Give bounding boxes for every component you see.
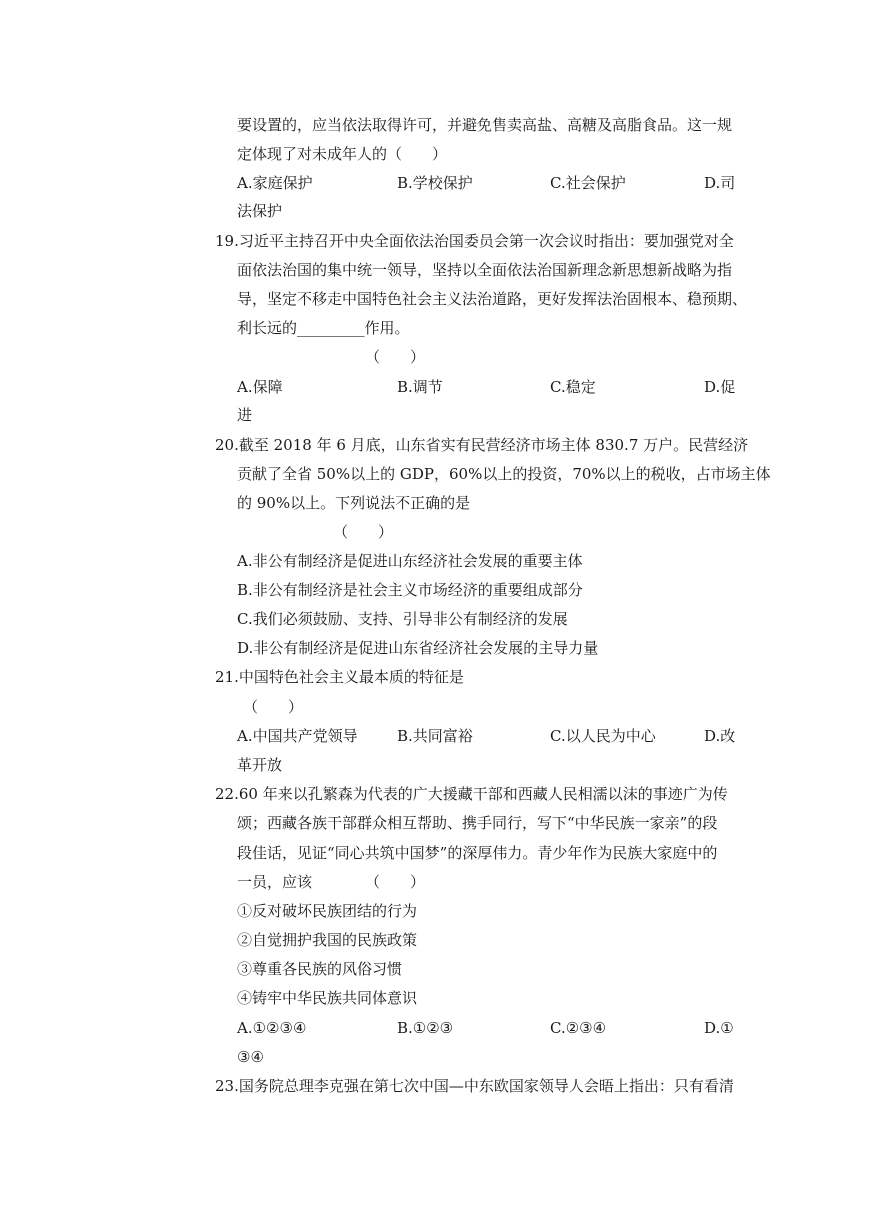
q18-option-b: B.学校保护 bbox=[397, 174, 473, 192]
q20-option-b: B.非公有制经济是社会主义市场经济的重要组成部分 bbox=[237, 581, 583, 599]
q19-option-b: B.调节 bbox=[397, 378, 443, 396]
q19-option-c: C.稳定 bbox=[550, 378, 596, 396]
q20-option-d: D.非公有制经济是促进山东省经济社会发展的主导力量 bbox=[237, 639, 599, 657]
q21-option-d-wrap: 革开放 bbox=[237, 756, 283, 774]
q21-answer-paren: （ ） bbox=[243, 698, 304, 716]
q19-answer-paren: （ ） bbox=[365, 348, 426, 366]
q23-stem-line: 23.国务院总理李克强在第七次中国—中东欧国家领导人会晤上指出：只有看清 bbox=[215, 1077, 734, 1095]
q18-option-d: D.司 bbox=[704, 174, 736, 192]
q21-option-a: A.中国共产党领导 bbox=[237, 727, 358, 745]
q19-option-a: A.保障 bbox=[237, 378, 283, 396]
q21-option-d: D.改 bbox=[704, 727, 736, 745]
q20-answer-paren: （ ） bbox=[333, 523, 394, 541]
q19-option-d: D.促 bbox=[704, 378, 736, 396]
q21-option-b: B.共同富裕 bbox=[397, 727, 473, 745]
q18-stem-line: 要设置的，应当依法取得许可，并避免售卖高盐、高糖及高脂食品。这一规 bbox=[237, 116, 733, 134]
q22-stem-line: 颂；西藏各族干部群众相互帮助、携手同行，写下“中华民族一家亲”的段 bbox=[237, 814, 718, 832]
q19-stem-line: 19.习近平主持召开中央全面依法治国委员会第一次会议时指出：要加强党对全 bbox=[215, 232, 734, 250]
q18-option-a: A.家庭保护 bbox=[237, 174, 313, 192]
q22-stem-line: 22.60 年来以孔繁森为代表的广大援藏干部和西藏人民相濡以沫的事迹广为传 bbox=[215, 785, 728, 803]
q22-option-a: A.①②③④ bbox=[237, 1019, 307, 1037]
q20-stem-line: 的 90%以上。下列说法不正确的是 bbox=[237, 494, 471, 512]
q22-statement-item: ③尊重各民族的风俗习惯 bbox=[237, 960, 403, 978]
q21-option-c: C.以人民为中心 bbox=[550, 727, 656, 745]
q20-option-a: A.非公有制经济是促进山东经济社会发展的重要主体 bbox=[237, 552, 583, 570]
q22-statement-item: ①反对破坏民族团结的行为 bbox=[237, 902, 418, 920]
q22-statement-item: ②自觉拥护我国的民族政策 bbox=[237, 931, 418, 949]
q19-option-d-wrap: 进 bbox=[237, 406, 253, 424]
q22-option-c: C.②③④ bbox=[550, 1019, 607, 1037]
q20-stem-line: 贡献了全省 50%以上的 GDP，60%以上的投资，70%以上的税收，占市场主体 bbox=[237, 465, 771, 483]
q20-option-c: C.我们必须鼓励、支持、引导非公有制经济的发展 bbox=[237, 610, 568, 628]
q18-option-c: C.社会保护 bbox=[550, 174, 626, 192]
q19-stem-line: 导，坚定不移走中国特色社会主义法治道路，更好发挥法治固根本、稳预期、 bbox=[237, 290, 748, 308]
q19-stem-line: 利长远的_________作用。 bbox=[237, 319, 410, 337]
q18-option-d-wrap: 法保护 bbox=[237, 202, 283, 220]
q22-statement-item: ④铸牢中华民族共同体意识 bbox=[237, 989, 418, 1007]
q19-stem-line: 面依法治国的集中统一领导，坚持以全面依法治国新理念新思想新战略为指 bbox=[237, 261, 733, 279]
q20-stem-line: 20.截至 2018 年 6 月底，山东省实有民营经济市场主体 830.7 万户。民营经济 bbox=[215, 436, 749, 454]
q22-stem-line: 段佳话，见证“同心共筑中国梦”的深厚伟力。青少年作为民族大家庭中的 bbox=[237, 844, 718, 862]
q22-option-b: B.①②③ bbox=[397, 1019, 454, 1037]
q21-stem-line: 21.中国特色社会主义最本质的特征是 bbox=[215, 668, 464, 686]
q22-option-d: D.① bbox=[704, 1019, 734, 1037]
q22-option-d-wrap: ③④ bbox=[237, 1048, 264, 1066]
q22-answer-paren: （ ） bbox=[365, 873, 426, 891]
q22-stem-line: 一员，应该 bbox=[237, 873, 313, 891]
q18-stem-line: 定体现了对未成年人的（ ） bbox=[237, 145, 448, 163]
